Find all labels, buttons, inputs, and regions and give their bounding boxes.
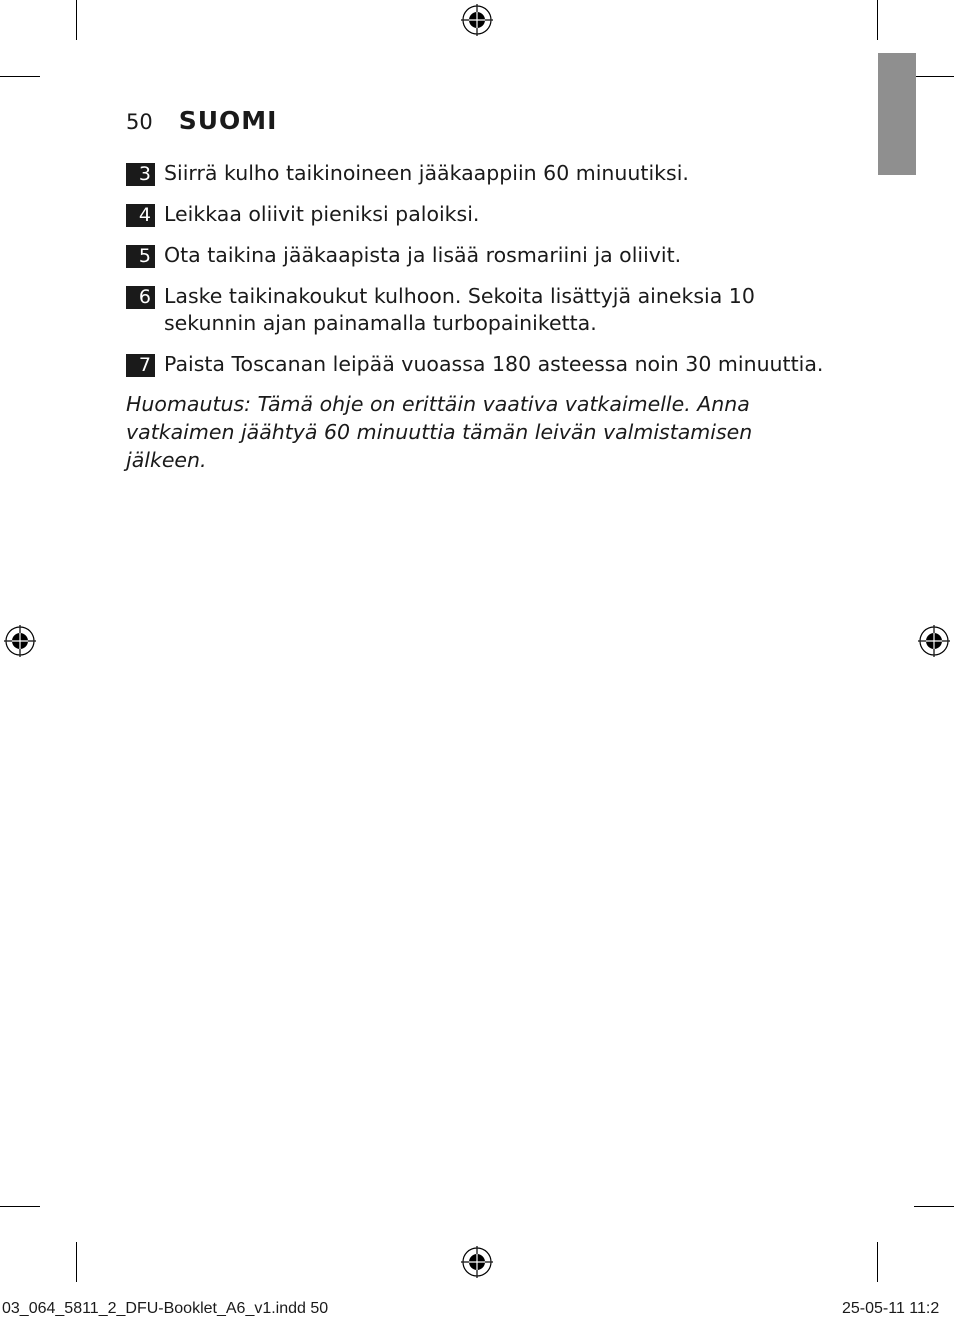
step-item [126,160,826,187]
crop-mark-top-left [76,0,77,40]
step-item [126,351,826,378]
page-header [126,106,277,138]
page-number: 50 [126,110,153,134]
registration-mark-right-icon [918,625,950,657]
step-text: Ota taikina jääkaapista ja lisää rosmariini ja oliivit. [164,243,682,267]
crop-mark-top-right-h [914,76,954,77]
crop-mark-top-left-h [0,76,40,77]
crop-mark-bottom-right-h [914,1206,954,1207]
step-item [126,283,826,337]
registration-mark-left-icon [4,625,36,657]
step-number-badge: 7 [126,354,155,377]
step-number-badge: 4 [126,204,155,227]
note-text: Huomautus: Tämä ohje on erittäin vaativa vatkaimelle. Anna vatkaimen jäähtyä 60 minuuttia tämän leivän valmistamisen jälkeen. [126,392,753,472]
step-number-badge: 3 [126,163,155,186]
slug-date-time: 25-05-11 11:2 [842,1300,940,1317]
registration-mark-top-icon [461,4,493,36]
registration-mark-bottom-icon [461,1246,493,1278]
crop-mark-bottom-left [76,1242,77,1282]
step-item [126,242,826,269]
step-text: Paista Toscanan leipää vuoassa 180 asteessa noin 30 minuuttia. [164,352,824,376]
language-tab [878,53,916,175]
steps-list [126,160,826,392]
slug-file-info: 03_064_5811_2_DFU-Booklet_A6_v1.indd 50 [2,1300,329,1317]
step-text: Laske taikinakoukut kulhoon. Sekoita lisättyjä aineksia 10 sekunnin ajan painamalla turbopainiketta. [164,284,755,335]
crop-mark-bottom-right [877,1242,878,1282]
step-item [126,201,826,228]
step-number-badge: 5 [126,245,155,268]
step-number-badge: 6 [126,286,155,309]
crop-mark-top-right [877,0,878,40]
crop-mark-bottom-left-h [0,1206,40,1207]
section-title: SUOMI [178,106,278,135]
step-text: Siirrä kulho taikinoineen jääkaappiin 60 minuutiksi. [164,161,689,185]
step-text: Leikkaa oliivit pieniksi paloiksi. [164,202,480,226]
